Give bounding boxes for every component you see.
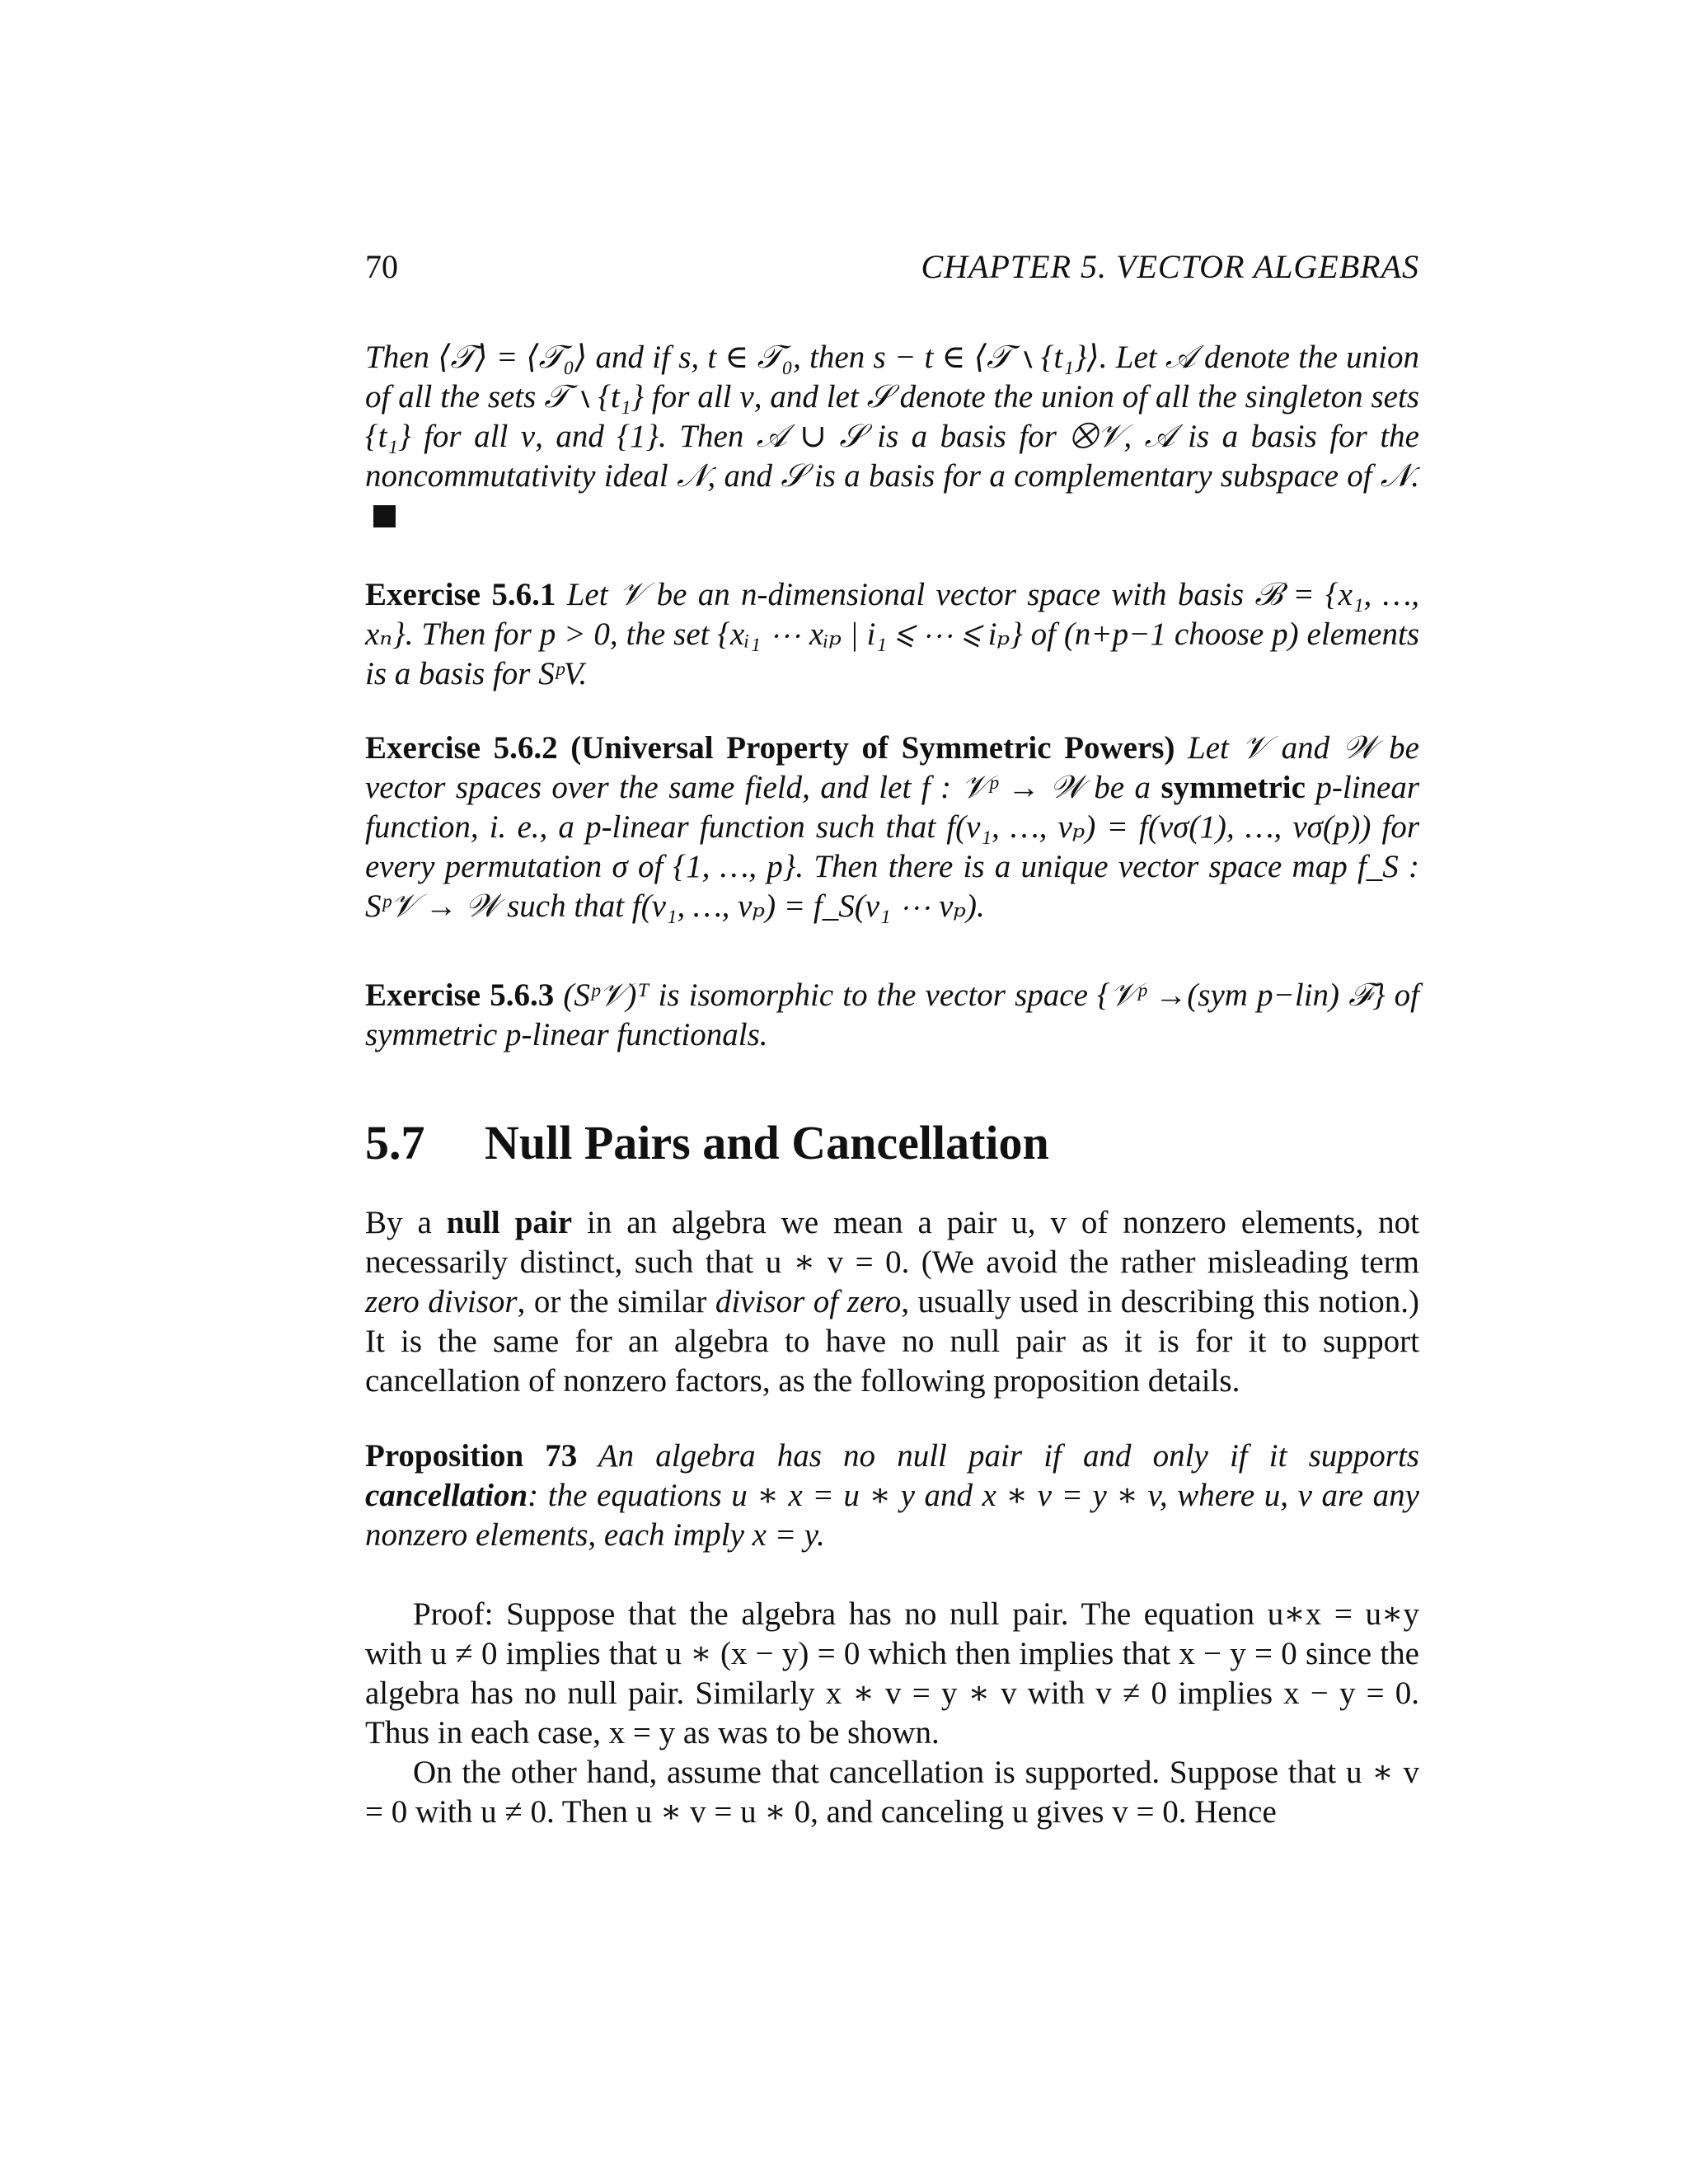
- exercise-label: Exercise 5.6.2: [365, 730, 558, 766]
- proof-paragraph: [365, 1595, 1419, 1832]
- exercise-text: Let 𝒱 be an n-dimensional vector space with basis ℬ = {x₁, …, xₙ}. Then for p > 0, the set {xᵢ₁ ⋯ xᵢₚ | i₁ ⩽ ⋯ ⩽ iₚ} of (n+p−1 choose p) elements is a basis for SᵖV.: [365, 577, 1419, 691]
- page-number: 70: [365, 248, 398, 285]
- exercise-title: (Universal Property of Symmetric Powers): [570, 730, 1175, 766]
- section-number: 5.7: [365, 1116, 425, 1169]
- proposition-73: [365, 1436, 1419, 1555]
- exercise-5-6-3: [365, 976, 1419, 1055]
- intro-text: , usually used in describing this notion.) It is the same for an algebra to have no null pair as it is for it to support cancellation of nonzero factors, as the following proposition details.: [365, 1284, 1419, 1399]
- proposition-label: Proposition 73: [365, 1438, 578, 1474]
- emphasized-term: divisor of zero: [715, 1284, 902, 1319]
- proposition-text: An algebra has no null pair if and only if it supports: [598, 1438, 1419, 1474]
- section-heading: [365, 1115, 1049, 1170]
- exercise-5-6-1: [365, 575, 1419, 694]
- exercise-text: (Sᵖ𝒱)ᵀ is isomorphic to the vector space {𝒱ᵖ →(sym p−lin) ℱ} of symmetric p-linear functionals.: [365, 977, 1420, 1052]
- proposition-text: : the equations u ∗ x = u ∗ y and x ∗ v = y ∗ v, where u, v are any nonzero elements, each imply x = y.: [365, 1478, 1419, 1553]
- defined-term: null pair: [446, 1205, 573, 1240]
- section-title: Null Pairs and Cancellation: [485, 1116, 1049, 1169]
- defined-term: cancellation: [365, 1478, 528, 1513]
- proof-continuation: [365, 338, 1419, 536]
- emphasized-term: zero divisor: [365, 1284, 518, 1319]
- intro-text: , or the similar: [517, 1284, 707, 1319]
- exercise-text: p-linear function, i. e., a p-linear function such that f(v₁, …, vₚ) = f(vσ(1), …, vσ(p)) for every permutation σ of {1, …, p}. Then there is a unique vector space map f_S : Sᵖ𝒱 → 𝒲 such that f(v₁, …, vₚ) = f_S(v₁ ⋯ vₚ).: [365, 770, 1420, 924]
- running-head: CHAPTER 5. VECTOR ALGEBRAS: [921, 248, 1419, 285]
- intro-text: in an algebra we mean a pair u, v of nonzero elements, not necessarily distinct, such that u ∗ v = 0. (We avoid the rather misleading term: [365, 1205, 1419, 1280]
- proof-text: On the other hand, assume that cancellation is supported. Suppose that u ∗ v = 0 with u ≠ 0. Then u ∗ v = u ∗ 0, and canceling u gives v = 0. Hence: [365, 1755, 1419, 1830]
- exercise-label: Exercise 5.6.3: [365, 977, 555, 1013]
- defined-term: symmetric: [1160, 770, 1306, 805]
- proof-text: Proof: Suppose that the algebra has no null pair. The equation u∗x = u∗y with u ≠ 0 implies that u ∗ (x − y) = 0 which then implies that x − y = 0 since the algebra has no null pair. Similarly x ∗ v = y ∗ v with v ≠ 0 implies x − y = 0. Thus in each case, x = y as was to be shown.: [365, 1596, 1419, 1750]
- intro-paragraph: [365, 1203, 1419, 1401]
- exercise-label: Exercise 5.6.1: [365, 577, 556, 612]
- exercise-text: Let 𝒱 and 𝒲 be vector spaces over the same field, and let f : 𝒱ᵖ → 𝒲 be a: [365, 730, 1419, 805]
- qed-icon: [373, 505, 396, 527]
- intro-text: By a: [365, 1205, 432, 1240]
- exercise-5-6-2: [365, 729, 1419, 926]
- proof-continuation-text: Then ⟨𝒯⟩ = ⟨𝒯₀⟩ and if s, t ∈ 𝒯₀, then s − t ∈ ⟨𝒯 ∖ {t₁}⟩. Let 𝒜 denote the union of all the sets 𝒯 ∖ {t₁} for all ν, and let 𝒮 denote the union of all the singleton sets {t₁} for all ν, and {1}. Then 𝒜 ∪ 𝒮 is a basis for ⨂𝒱, 𝒜 is a basis for the noncommutativity ideal 𝒩, and 𝒮 is a basis for a complementary subspace of 𝒩.: [365, 340, 1419, 494]
